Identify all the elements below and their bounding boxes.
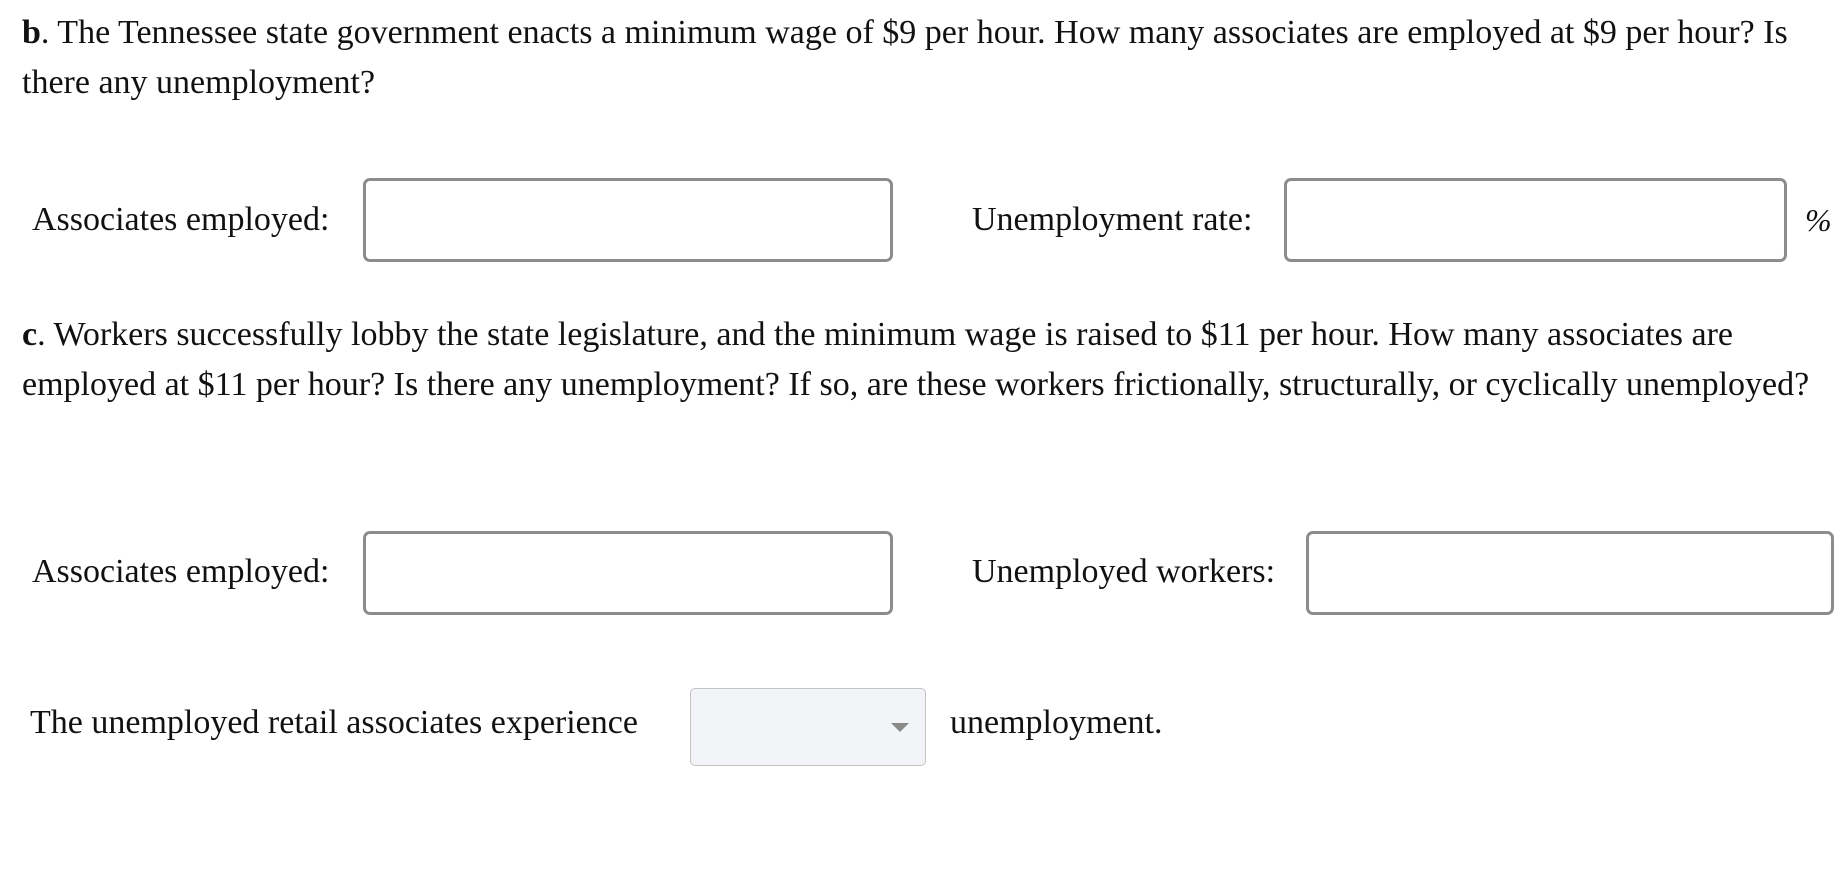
question-c-text: . Workers successfully lobby the state legislature, and the minimum wage is raised to $11 per hour. How many associates are employed at $11 per hour? Is there any unemployment? If so, are these workers frictionally, structurally, or cyclically unemployed? [22, 316, 1810, 403]
question-c-letter: c [22, 316, 38, 353]
unemployment-type-dropdown[interactable] [690, 688, 926, 766]
question-b-letter: b [22, 14, 41, 51]
associates-employed-input-c[interactable] [363, 531, 893, 615]
question-b [22, 8, 1822, 108]
unemployment-type-sentence-suffix: unemployment. [950, 704, 1163, 741]
associates-employed-label-c: Associates employed: [32, 553, 330, 590]
chevron-down-icon [891, 723, 909, 732]
unemployed-workers-label: Unemployed workers: [972, 553, 1276, 590]
question-b-text: . The Tennessee state government enacts a minimum wage of $9 per hour. How many associates are employed at $9 per hour? Is there any unemployment? [22, 14, 1788, 101]
unemployment-type-sentence-prefix: The unemployed retail associates experience [30, 704, 638, 741]
question-c [22, 310, 1837, 410]
associates-employed-input-b[interactable] [363, 178, 893, 262]
unemployment-rate-input[interactable] [1284, 178, 1787, 262]
percent-sign: % [1805, 202, 1832, 238]
associates-employed-label-b: Associates employed: [32, 201, 330, 238]
unemployment-rate-label: Unemployment rate: [972, 201, 1253, 238]
unemployed-workers-input[interactable] [1306, 531, 1834, 615]
